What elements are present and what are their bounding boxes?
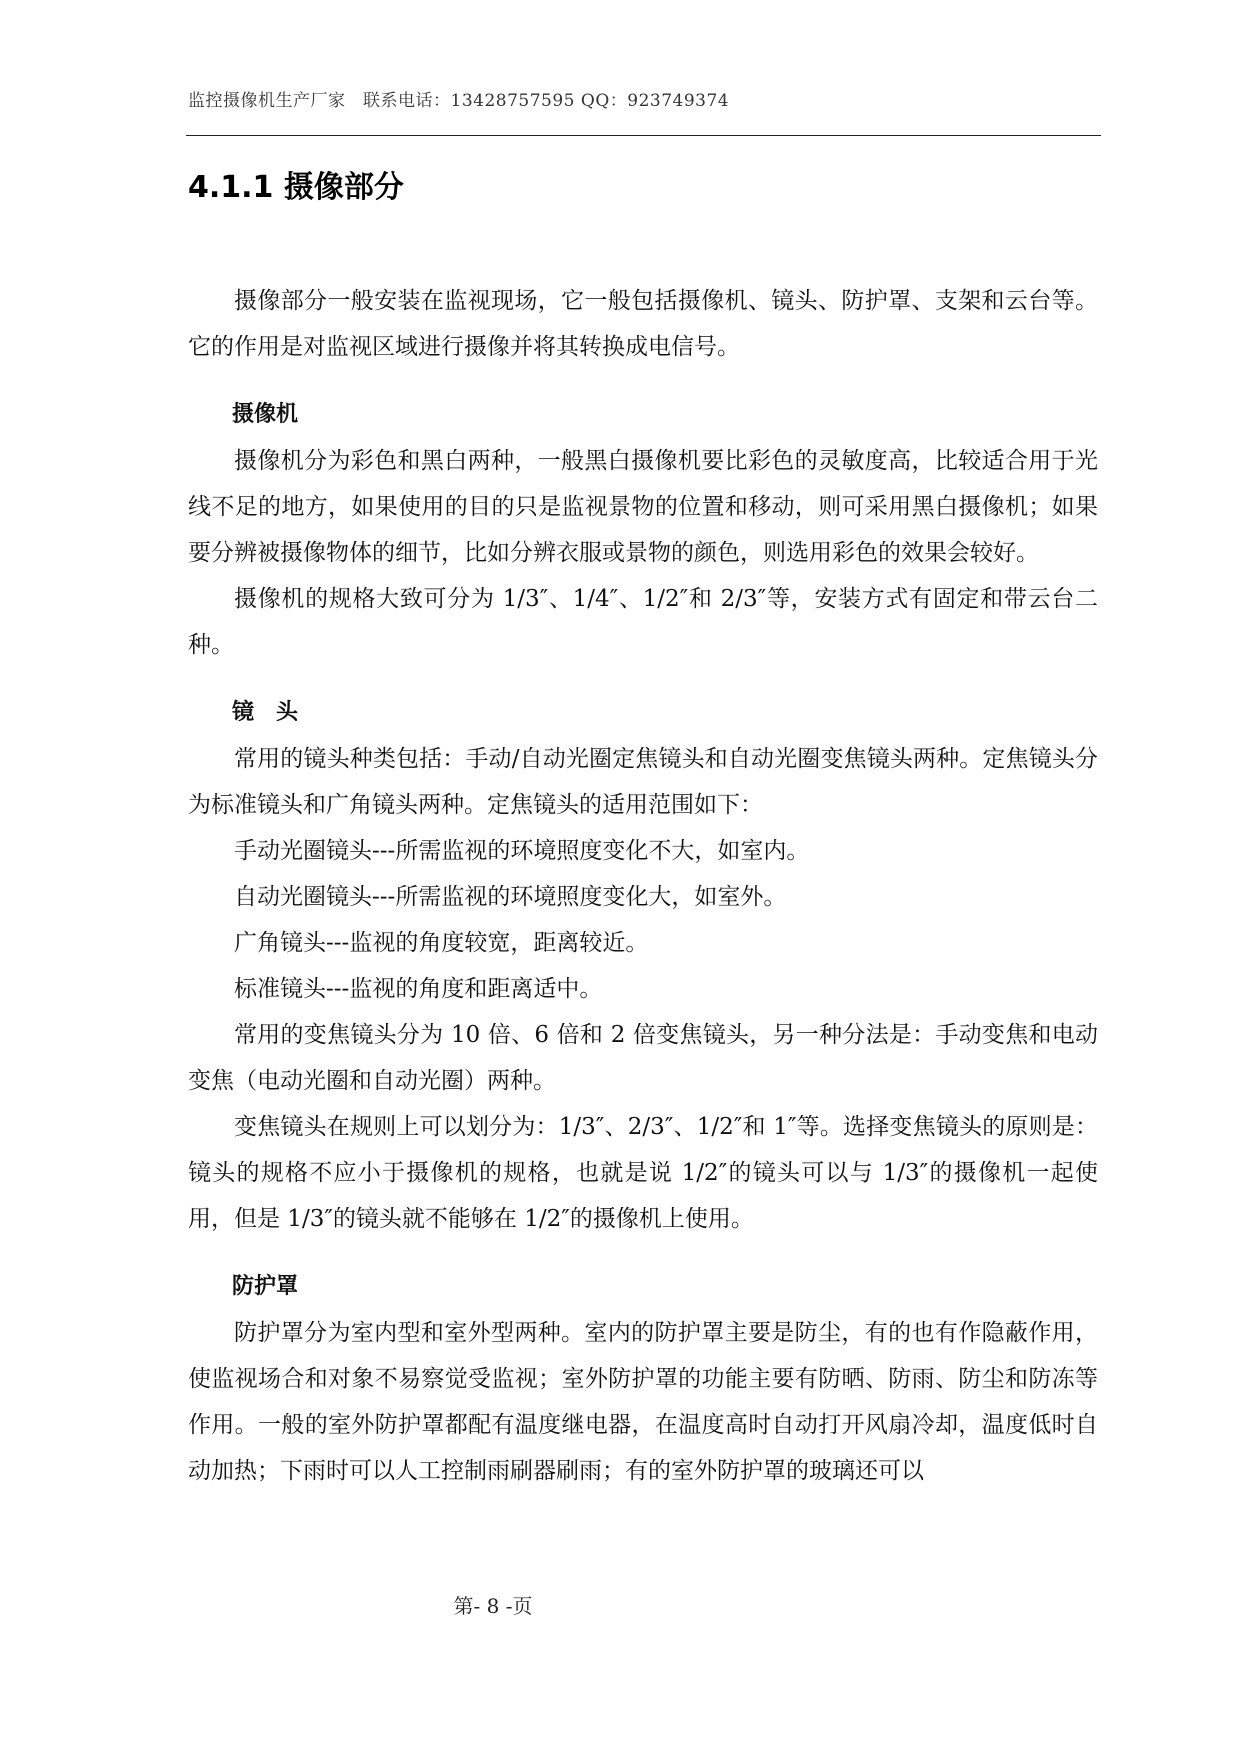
intro-paragraph: 摄像部分一般安装在监视现场，它一般包括摄像机、镜头、防护罩、支架和云台等。它的作用是对监视区域进行摄像并将其转换成电信号。	[188, 288, 1098, 360]
housing-paragraph-1: 防护罩分为室内型和室外型两种。室内的防护罩主要是防尘，有的也有作隐蔽作用，使监视场合和对象不易察觉受监视；室外防护罩的功能主要有防晒、防雨、防尘和防冻等作用。一般的室外防护罩都配有温度继电器，在温度高时自动打开风扇冷却，温度低时自动加热；下雨时可以人工控制雨刷器刷雨；有的室外防护罩的玻璃还可以	[188, 1320, 1098, 1484]
spacer	[188, 370, 1098, 392]
page-number: 第- 8 -页	[453, 1594, 533, 1618]
lens-list-item: 广角镜头---监视的角度较宽，距离较近。	[234, 930, 649, 956]
header-divider	[186, 135, 1101, 136]
section-title: 4.1.1 摄像部分	[188, 170, 404, 205]
spacer	[188, 668, 1098, 690]
lens-paragraph-3: 变焦镜头在规则上可以划分为：1/3″、2/3″、1/2″和 1″等。选择变焦镜头的原则是：镜头的规格不应小于摄像机的规格，也就是说 1/2″的镜头可以与 1/3″的摄像机一起使用，但是 1/3″的镜头就不能够在 1/2″的摄像机上使用。	[188, 1114, 1098, 1232]
lens-list-item: 自动光圈镜头---所需监视的环境照度变化大，如室外。	[234, 884, 787, 910]
camera-heading: 摄像机	[232, 402, 299, 427]
spacer	[188, 1242, 1098, 1264]
lens-paragraph-2: 常用的变焦镜头分为 10 倍、6 倍和 2 倍变焦镜头，另一种分法是：手动变焦和电动变焦（电动光圈和自动光圈）两种。	[188, 1022, 1098, 1094]
housing-heading: 防护罩	[232, 1274, 299, 1299]
document-body	[188, 278, 1098, 1494]
lens-list-item: 标准镜头---监视的角度和距离适中。	[234, 976, 603, 1002]
lens-heading: 镜 头	[232, 700, 299, 725]
page-header: 监控摄像机生产厂家 联系电话：13428757595 QQ：923749374	[188, 91, 730, 111]
lens-paragraph-1: 常用的镜头种类包括：手动/自动光圈定焦镜头和自动光圈变焦镜头两种。定焦镜头分为标准镜头和广角镜头两种。定焦镜头的适用范围如下：	[188, 746, 1098, 818]
camera-paragraph-1: 摄像机分为彩色和黑白两种，一般黑白摄像机要比彩色的灵敏度高，比较适合用于光线不足的地方，如果使用的目的只是监视景物的位置和移动，则可采用黑白摄像机；如果要分辨被摄像物体的细节，比如分辨衣服或景物的颜色，则选用彩色的效果会较好。	[188, 448, 1098, 566]
camera-paragraph-2: 摄像机的规格大致可分为 1/3″、1/4″、1/2″和 2/3″等，安装方式有固定和带云台二种。	[188, 586, 1098, 658]
lens-list-item: 手动光圈镜头---所需监视的环境照度变化不大，如室内。	[234, 838, 810, 864]
